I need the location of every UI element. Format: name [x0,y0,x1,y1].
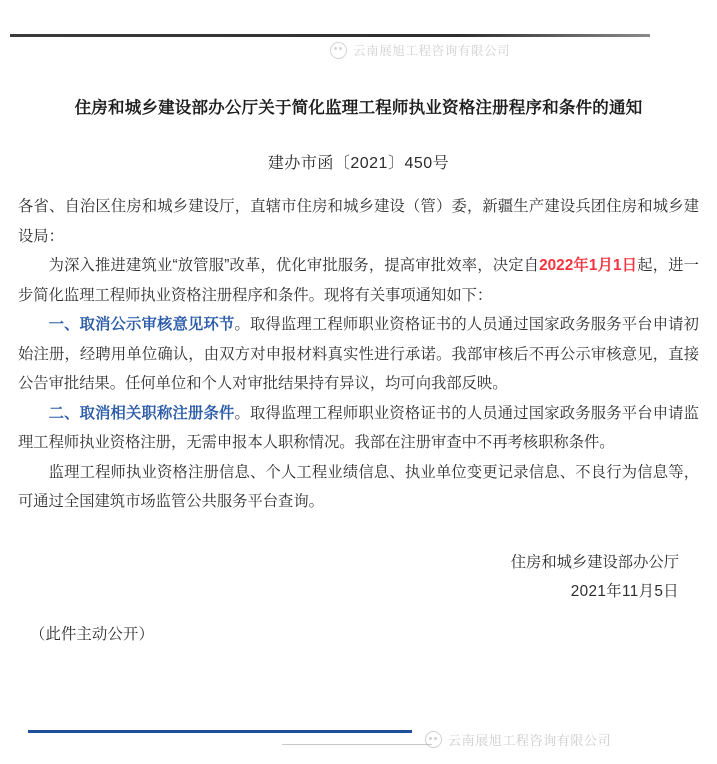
effective-date-highlight: 2022年1月1日 [539,257,638,274]
signature-date: 2021年11月5日 [570,583,679,600]
document-number: 建办市函〔2021〕450号 [267,155,450,172]
footer-watermark [425,730,611,749]
section-paragraph-one [18,310,699,399]
section-one-body: 。取得监理工程师职业资格证书的人员通过国家政务服务平台申请初始注册，经聘用单位确认，由双方对申报材料真实性进行承诺。我部审核后不再公示审核意见，直接公告审批结果。任何单位和个人对审批结果持有异议，均可向我部反映。 [18,316,699,392]
header-divider-rule [10,34,650,37]
salutation-paragraph: 各省、自治区住房和城乡建设厅，直辖市住房和城乡建设（管）委，新疆生产建设兵团住房和城乡建设局： [18,198,699,245]
footer-gray-rule [282,744,432,745]
header-watermark-label: 云南展旭工程咨询有限公司 [353,44,511,58]
intro-paragraph [18,251,699,310]
section-two-ordinal: 二、 [48,404,80,422]
panda-circle-logo-icon [425,731,442,748]
section-one-heading: 取消公示审核意见环节 [79,316,235,333]
section-one-ordinal: 一、 [48,316,80,333]
footer-blue-rule [28,730,412,733]
page-header [0,14,717,64]
intro-tail-text: 起，进一步简化监理工程师执业资格注册程序和条件。现将有关事项通知如下： [18,257,699,304]
signature-issuer: 住房和城乡建设部办公厅 [510,554,679,571]
closing-paragraph: 监理工程师执业资格注册信息、个人工程业绩信息、执业单位变更记录信息、不良行为信息等，可通过全国建筑市场监管公共服务平台查询。 [18,463,699,510]
intro-lead-text: 为深入推进建筑业“放管服”改革，优化审批服务，提高审批效率，决定自 [48,257,540,274]
header-watermark [330,41,510,59]
document-body [18,192,699,517]
section-two-heading: 取消相关职称注册条件 [79,404,235,422]
section-two-body: 。取得监理工程师职业资格证书的人员通过国家政务服务平台申请监理工程师执业资格注册，无需申报本人职称情况。我部在注册审查中不再考核职称条件。 [18,404,699,451]
panda-circle-logo-icon [330,42,347,59]
document-title: 住房和城乡建设部办公厅关于简化监理工程师执业资格注册程序和条件的通知 [74,99,643,117]
footer-watermark-label: 云南展旭工程咨询有限公司 [448,733,612,748]
section-paragraph-two [18,399,699,458]
signature-block [511,548,679,606]
public-disclosure-note: （此件主动公开） [30,626,154,643]
